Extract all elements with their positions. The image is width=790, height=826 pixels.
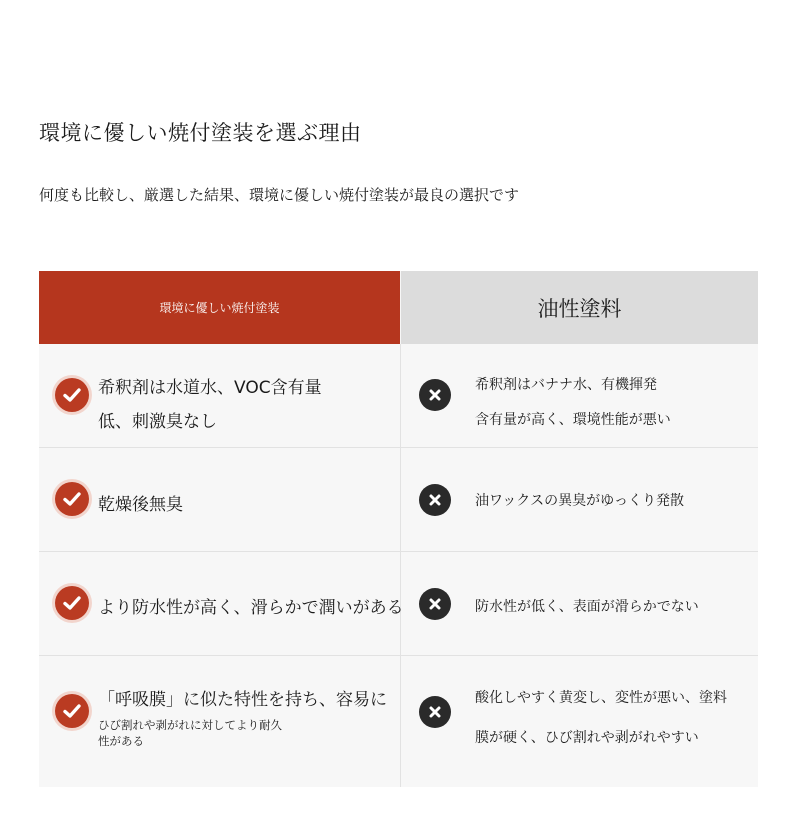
row3-right-line1: 防水性が低く、表面が滑らかでない	[475, 599, 699, 615]
table-header-oil-paint: 油性塗料	[401, 271, 758, 344]
row4-left-line3: 性がある	[98, 734, 144, 748]
row2-left-line1: 乾燥後無臭	[98, 495, 183, 515]
row-divider	[39, 655, 758, 656]
x-circle-icon	[419, 484, 451, 516]
row1-right-line1: 希釈剤はバナナ水、有機揮発	[475, 377, 657, 393]
row4-right-line1: 酸化しやすく黄変し、変性が悪い、塗料	[475, 690, 727, 706]
row4-right-line2: 膜が硬く、ひび割れや剥がれやすい	[475, 730, 699, 746]
column-divider	[400, 344, 401, 787]
row1-left-line2: 低、刺激臭なし	[98, 412, 217, 432]
check-circle-icon	[55, 378, 89, 412]
page-title: 環境に優しい焼付塗装を選ぶ理由	[39, 121, 362, 145]
row4-left-line1: 「呼吸膜」に似た特性を持ち、容易に	[98, 690, 387, 710]
check-circle-icon	[55, 694, 89, 728]
x-circle-icon	[419, 696, 451, 728]
row-divider	[39, 551, 758, 552]
table-header-eco-coating: 環境に優しい焼付塗装	[39, 271, 400, 344]
check-circle-icon	[55, 586, 89, 620]
row1-right-line2: 含有量が高く、環境性能が悪い	[475, 412, 671, 428]
row-divider	[39, 447, 758, 448]
page-subtitle: 何度も比較し、厳選した結果、環境に優しい焼付塗装が最良の選択です	[39, 186, 520, 204]
comparison-table	[39, 271, 758, 787]
row1-left-line1: 希釈剤は水道水、VOC含有量	[98, 378, 322, 398]
row3-left-line1: より防水性が高く、滑らかで潤いがある	[98, 598, 404, 618]
row2-right-line1: 油ワックスの異臭がゆっくり発散	[475, 493, 685, 509]
x-circle-icon	[419, 379, 451, 411]
check-circle-icon	[55, 482, 89, 516]
row4-left-line2: ひび割れや剥がれに対してより耐久	[98, 718, 282, 732]
x-circle-icon	[419, 588, 451, 620]
